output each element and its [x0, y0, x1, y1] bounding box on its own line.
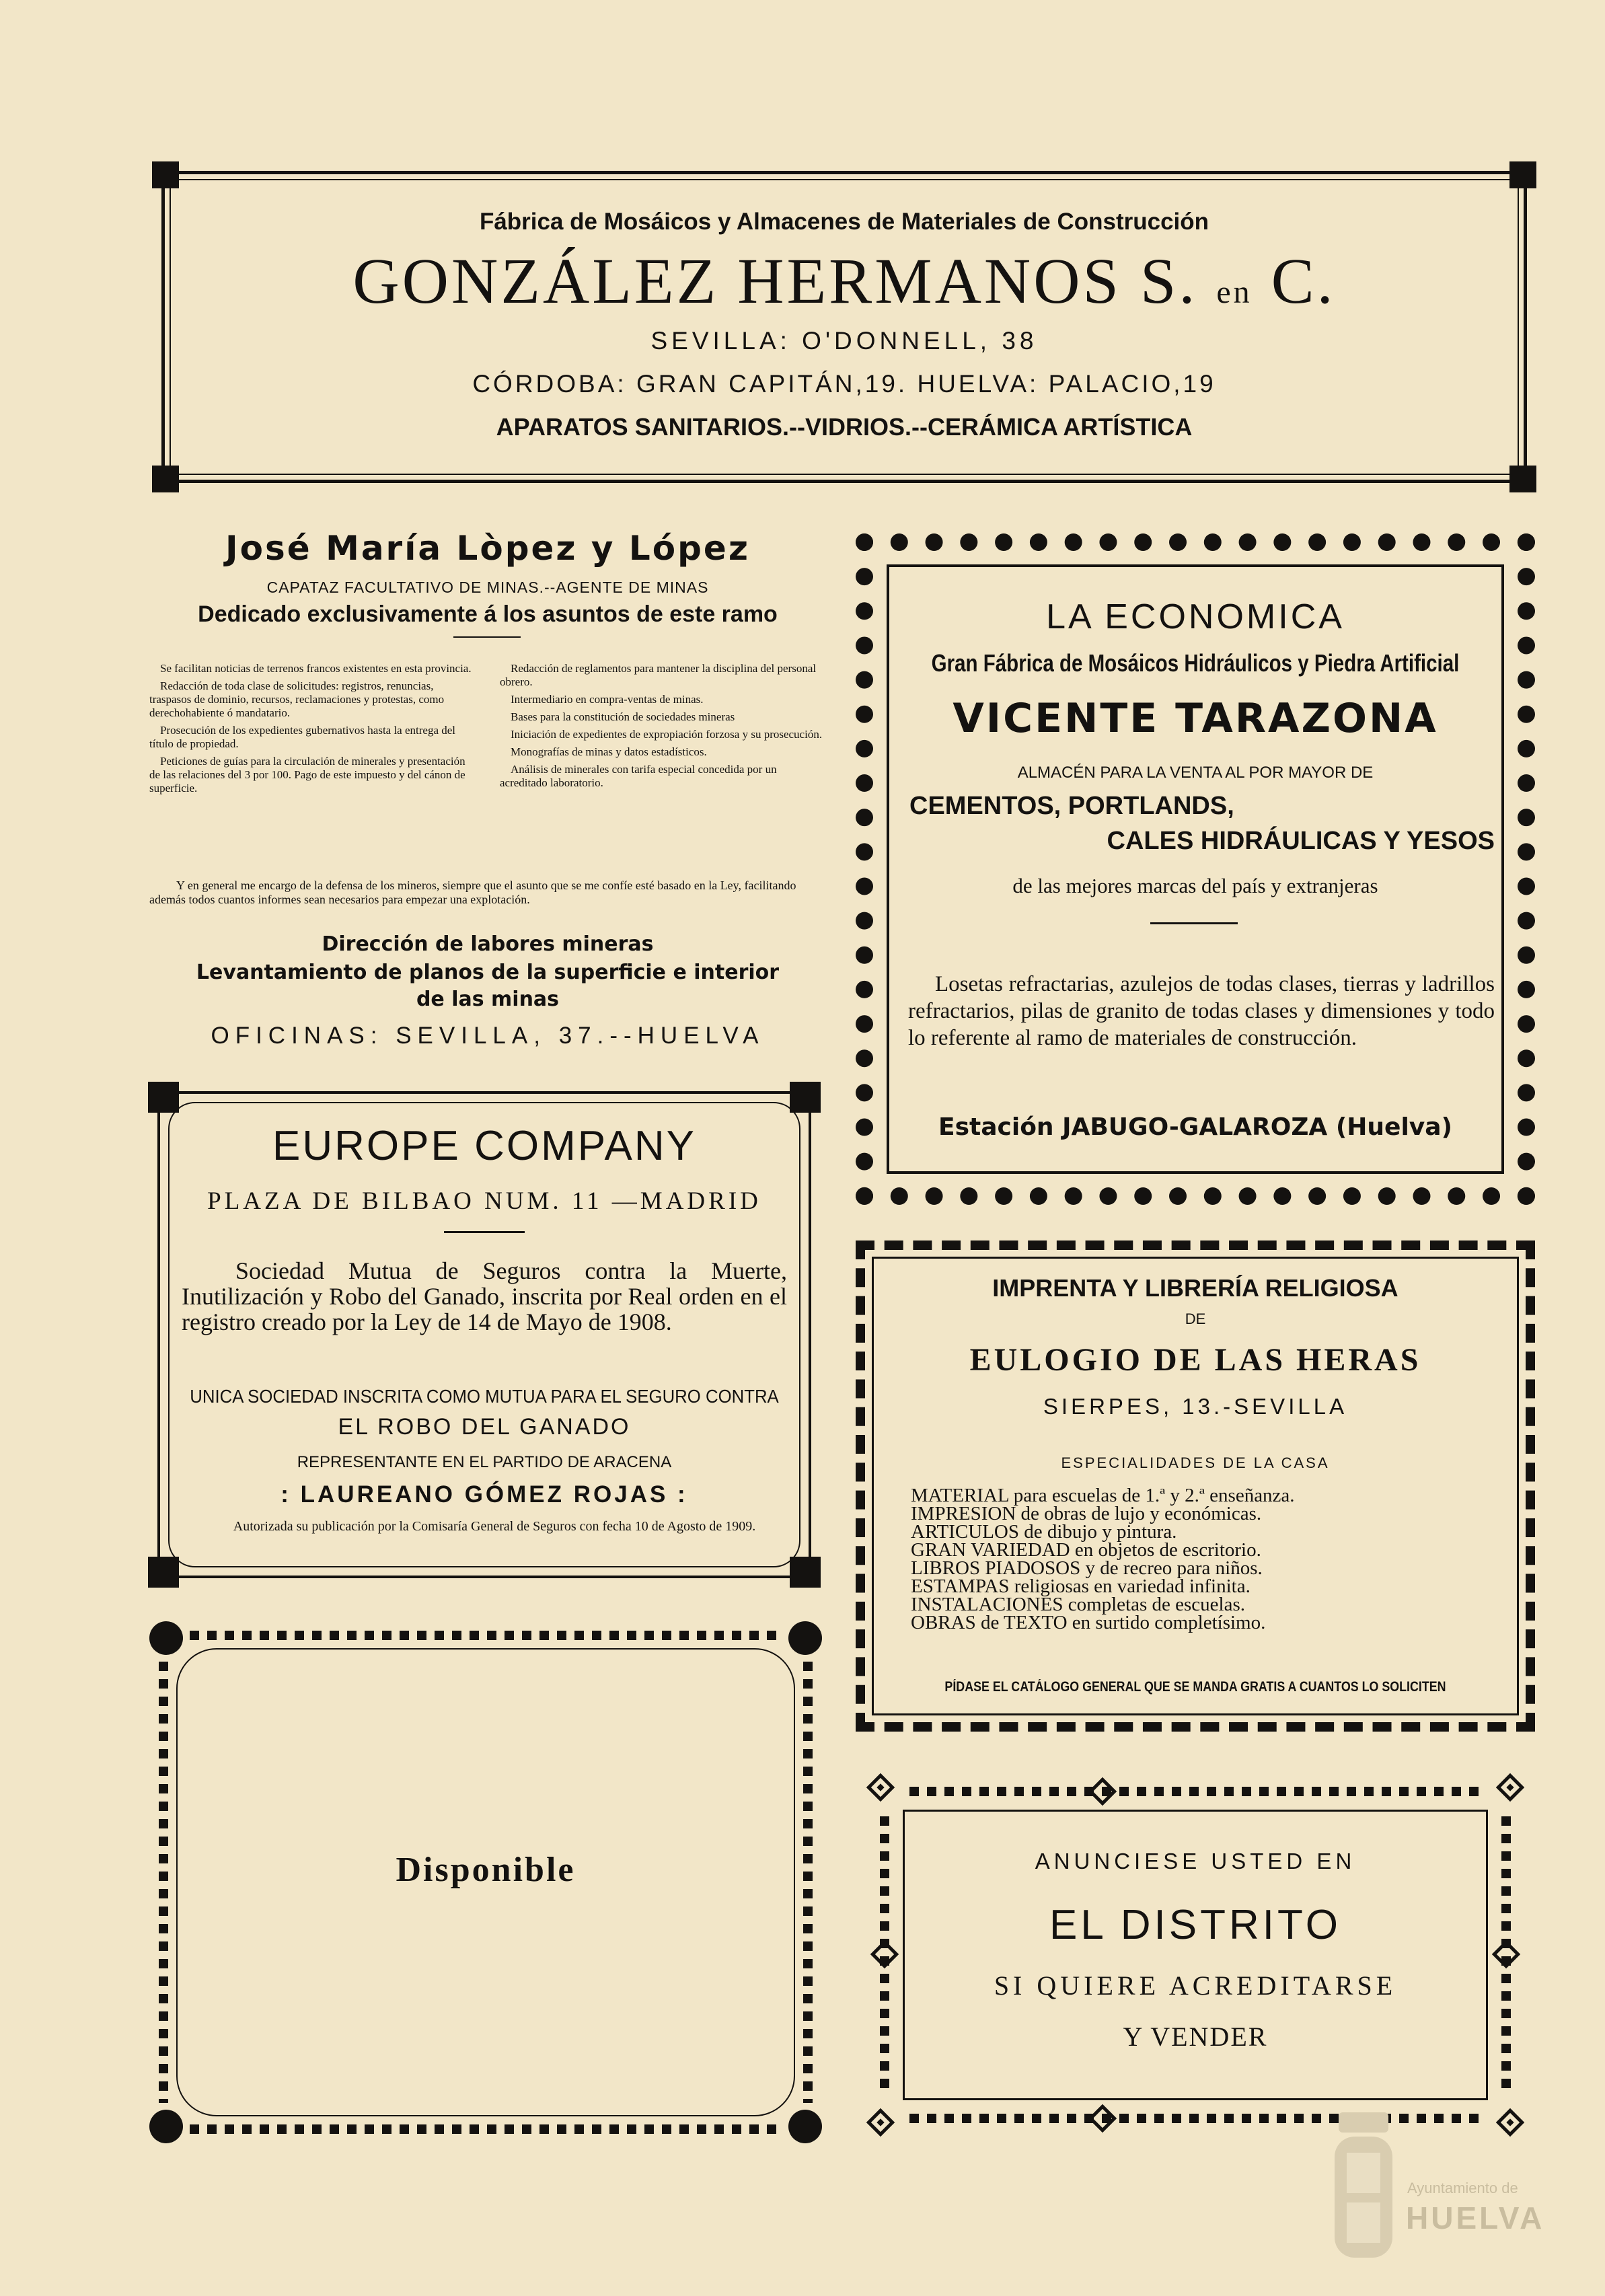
lopez-item: Peticiones de guías para la circulación de minerales y presentación de las relaciones del 3 por 100. Pago de este impuesto y del cánon de superficie.: [149, 755, 465, 794]
anunciese-top-border: [909, 1787, 1481, 1796]
lopez-ad: [149, 522, 826, 1060]
lopez-item: Se facilitan noticias de terrenos francos existentes en esta provincia.: [160, 662, 472, 675]
disponible-corner: [149, 1621, 183, 1655]
economica-owner: VICENTE TARAZONA: [953, 695, 1438, 742]
europe-address: PLAZA DE BILBAO NUM. 11 —MADRID: [207, 1187, 761, 1215]
crest-icon: [1327, 2106, 1401, 2267]
lopez-item: Monografías de minas y datos estadísticos.: [511, 745, 707, 758]
gonzalez-title-main: GONZÁLEZ HERMANOS S.: [352, 245, 1198, 317]
lopez-service-1: Dirección de labores mineras: [322, 932, 654, 956]
lopez-general: Y en general me encargo de la defensa de los mineros, siempre que el asunto que se me confíe esté basado en la Ley, facilitando además todos cuantos informes sean necesarios para empezar una explotación.: [149, 879, 796, 906]
economica-title: LA ECONOMICA: [1046, 597, 1345, 636]
lopez-service-2: Levantamiento de planos de la superficie e interior: [196, 961, 780, 984]
diamond-ornament: [1088, 1777, 1117, 1806]
europe-divider: [444, 1231, 525, 1233]
gonzalez-address-sevilla: SEVILLA: O'DONNELL, 38: [650, 327, 1038, 355]
imprenta-address: SIERPES, 13.-SEVILLA: [1043, 1394, 1348, 1419]
disponible-ad: [149, 1621, 822, 2143]
disponible-corner: [788, 2110, 822, 2143]
europe-corner: [148, 1557, 179, 1588]
europe-corner: [148, 1082, 179, 1113]
lopez-col-right: [500, 662, 826, 799]
lopez-item: Bases para la constitución de sociedades mineras: [511, 710, 735, 723]
imprenta-catalog: PÍDASE EL CATÁLOGO GENERAL QUE SE MANDA GRATIS A CUANTOS LO SOLICITEN: [944, 1679, 1446, 1695]
gonzalez-ad: [152, 161, 1536, 492]
anunciese-ad: [856, 1763, 1535, 2147]
lopez-office: OFICINAS: SEVILLA, 37.--HUELVA: [211, 1023, 765, 1049]
imprenta-item: INSTALACIONES completas de escuelas.: [911, 1594, 1246, 1615]
disponible-bottom-border: [190, 2124, 782, 2134]
imprenta-owner: EULOGIO DE LAS HERAS: [969, 1342, 1421, 1378]
lopez-item: Prosecución de los expedientes gubernativos hasta la entrega del título de propiedad.: [149, 724, 456, 750]
lopez-item: Iniciación de expedientes de expropiación forzosa y su prosecución.: [511, 728, 823, 741]
seal-line-1: Ayuntamiento de: [1407, 2180, 1518, 2196]
imprenta-items: [911, 1487, 1508, 1632]
europe-body: Sociedad Mutua de Seguros contra la Muerte, Inutilización y Robo del Ganado, inscrita por Real orden en el registro creado por la Ley de 14 de Mayo de 1908.: [182, 1257, 787, 1335]
lopez-divider: [453, 636, 521, 638]
economica-station: Estación JABUGO-GALAROZA (Huelva): [938, 1113, 1452, 1141]
economica-products-1: CEMENTOS, PORTLANDS,: [909, 792, 1234, 820]
europe-corner: [790, 1082, 821, 1113]
gonzalez-title-end: C.: [1271, 245, 1336, 317]
disponible-corner: [788, 1621, 822, 1655]
disponible-corner: [149, 2110, 183, 2143]
gonzalez-title: [152, 245, 1536, 326]
europe-ad: [148, 1082, 821, 1588]
diamond-ornament: [866, 2108, 895, 2137]
imprenta-ad: [856, 1240, 1535, 1732]
diamond-ornament: [1088, 2104, 1117, 2133]
lopez-columns: [149, 662, 826, 799]
imprenta-item: LIBROS PIADOSOS y de recreo para niños.: [911, 1557, 1263, 1579]
disponible-label: Disponible: [396, 1851, 576, 1889]
imprenta-especialidades: ESPECIALIDADES DE LA CASA: [1061, 1454, 1330, 1471]
europe-unica: UNICA SOCIEDAD INSCRITA COMO MUTUA PARA EL SEGURO CONTRA: [190, 1386, 779, 1407]
anunciese-line-1: ANUNCIESE USTED EN: [1035, 1849, 1356, 1874]
europe-auth: Autorizada su publicación por la Comisaría General de Seguros con fecha 10 de Agosto de 1909.: [233, 1519, 756, 1534]
europe-robo: EL ROBO DEL GANADO: [338, 1414, 631, 1440]
diamond-ornament: [866, 1773, 895, 1802]
economica-almacen: ALMACÉN PARA LA VENTA AL POR MAYOR DE: [1017, 764, 1374, 782]
gonzalez-address-branches: CÓRDOBA: GRAN CAPITÁN,19. HUELVA: PALACIO,19: [472, 370, 1216, 398]
lopez-role: CAPATAZ FACULTATIVO DE MINAS.--AGENTE DE MINAS: [266, 579, 709, 596]
lopez-tagline: Dedicado exclusivamente á los asuntos de este ramo: [198, 601, 778, 627]
europe-corner: [790, 1557, 821, 1588]
imprenta-de: DE: [1185, 1310, 1206, 1327]
economica-subtitle: Gran Fábrica de Mosáicos Hidráulicos y Piedra Artificial: [931, 649, 1460, 677]
imprenta-item: MATERIAL para escuelas de 1.ª y 2.ª enseñanza.: [911, 1485, 1295, 1506]
lopez-item: Redacción de toda clase de solicitudes: registros, renuncias, traspasos de dominio, recursos, reclamaciones y protestas, como derechohabiente ó mandatario.: [149, 679, 445, 719]
imprenta-item: ESTAMPAS religiosas en variedad infinita.: [911, 1576, 1251, 1597]
imprenta-item: OBRAS de TEXTO en surtido completísimo.: [911, 1612, 1266, 1633]
anunciese-line-3: SI QUIERE ACREDITARSE: [994, 1970, 1397, 2001]
lopez-item: Análisis de minerales con tarifa especial concedida por un acreditado laboratorio.: [500, 763, 777, 789]
diamond-ornament: [1496, 1773, 1524, 1802]
economica-ad: [856, 533, 1535, 1205]
economica-divider: [1150, 922, 1238, 924]
europe-agent: : LAUREANO GÓMEZ ROJAS :: [281, 1481, 688, 1508]
europe-title: EUROPE COMPANY: [272, 1123, 696, 1169]
disponible-top-border: [190, 1631, 782, 1640]
imprenta-item: IMPRESION de obras de lujo y económicas.: [911, 1503, 1262, 1524]
economica-products-2: CALES HIDRÁULICAS Y YESOS: [1107, 827, 1495, 855]
anunciese-line-2: EL DISTRITO: [1049, 1902, 1341, 1948]
imprenta-item: GRAN VARIEDAD en objetos de escritorio.: [911, 1539, 1261, 1561]
economica-brands: de las mejores marcas del país y extranjeras: [1012, 874, 1378, 897]
huelva-seal: [1327, 2106, 1596, 2281]
economica-body: Losetas refractarias, azulejos de todas clases, tierras y ladrillos refractarios, pilas de granito de todas clases y dimensiones y todo lo referente al ramo de materiales de construcción.: [908, 972, 1495, 1050]
imprenta-item: ARTICULOS de dibujo y pintura.: [911, 1521, 1177, 1543]
gonzalez-subtitle: Fábrica de Mosáicos y Almacenes de Materiales de Construcción: [479, 209, 1209, 235]
europe-rep: REPRESENTANTE EN EL PARTIDO DE ARACENA: [297, 1453, 672, 1471]
anunciese-line-4: Y VENDER: [1123, 2022, 1268, 2052]
seal-line-2: HUELVA: [1406, 2200, 1545, 2235]
lopez-item: Intermediario en compra-ventas de minas.: [511, 693, 704, 706]
imprenta-title: IMPRENTA Y LIBRERÍA RELIGIOSA: [992, 1274, 1398, 1302]
lopez-name: José María Lòpez y López: [225, 529, 750, 568]
lopez-col-left: [149, 662, 476, 799]
gonzalez-title-en: en: [1216, 274, 1253, 310]
lopez-item: Redacción de reglamentos para mantener la disciplina del personal obrero.: [500, 662, 817, 688]
lopez-service-3: de las minas: [416, 988, 560, 1011]
gonzalez-products: APARATOS SANITARIOS.--VIDRIOS.--CERÁMICA ARTÍSTICA: [496, 413, 1193, 441]
